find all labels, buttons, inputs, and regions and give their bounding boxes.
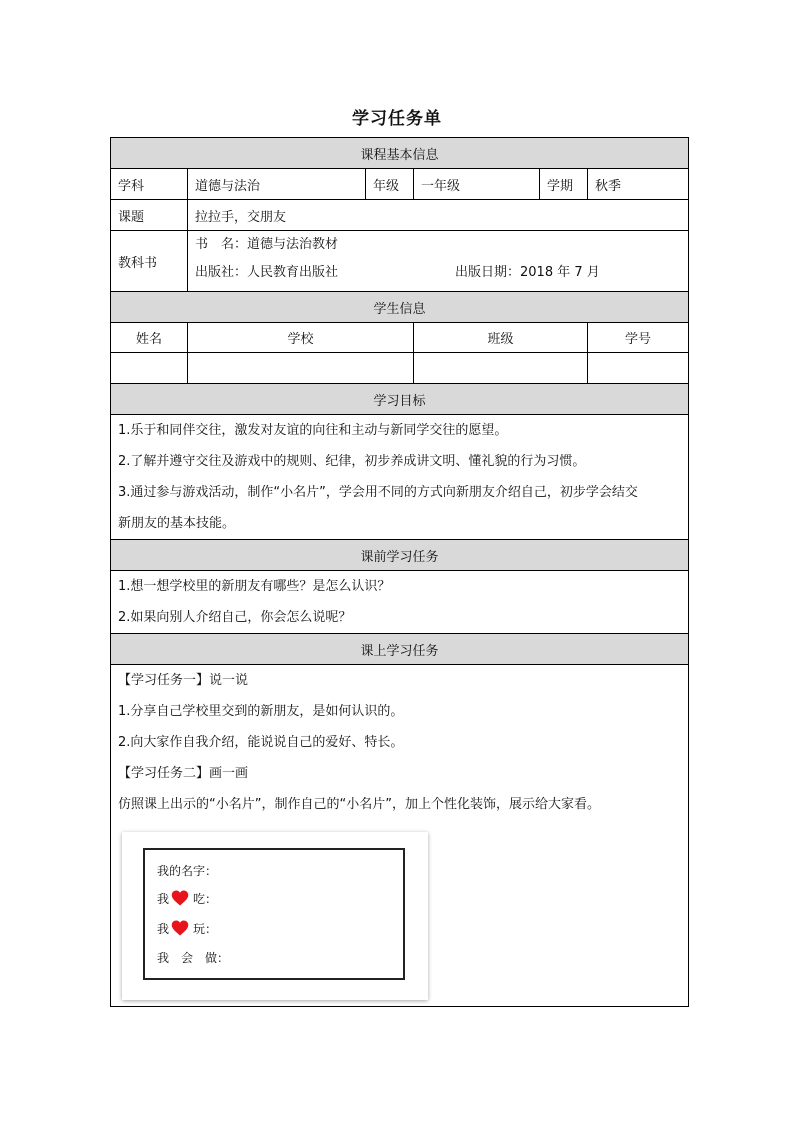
publisher: 出版社：人民教育出版社 [195, 265, 339, 280]
subject-label: 学科 [111, 169, 188, 200]
col-student-id: 学号 [588, 323, 689, 353]
task2-title: 【学习任务二】画一画 [118, 766, 249, 781]
name-input-cell[interactable] [111, 353, 188, 384]
goals-content [111, 415, 689, 540]
card-play-line [157, 919, 217, 937]
heart-icon [171, 919, 189, 937]
page-title: 学习任务单 [352, 109, 442, 129]
student-info-header-row [111, 292, 689, 323]
card-can-do-line [157, 949, 229, 966]
name-card-image [122, 832, 428, 1000]
goal-item: 2.了解并遵守交往及游戏中的规则、纪律，初步养成讲文明、懂礼貌的行为习惯。 [118, 454, 586, 469]
pre-tasks-row [111, 571, 689, 634]
card-eat-suffix: 吃： [193, 891, 218, 906]
pre-task-item: 1.想一想学校里的新朋友有哪些？是怎么认识？ [118, 579, 391, 594]
topic-value: 拉拉手，交朋友 [188, 200, 689, 231]
task2-desc: 仿照课上出示的“小名片”，制作自己的“小名片”，加上个性化装饰，展示给大家看。 [118, 797, 600, 812]
textbook-row [111, 231, 689, 292]
col-school: 学校 [188, 323, 414, 353]
class-tasks-header-row [111, 634, 689, 665]
student-blank-row [111, 353, 689, 384]
task1-item: 1.分享自己学校里交到的新朋友，是如何认识的。 [118, 704, 404, 719]
school-input-cell[interactable] [188, 353, 414, 384]
card-eat-line [157, 889, 217, 907]
student-columns-row [111, 323, 689, 353]
pre-tasks-header-row [111, 540, 689, 571]
task1-title: 【学习任务一】说一说 [118, 673, 249, 688]
topic-label: 课题 [111, 200, 188, 231]
course-info-header-row [111, 138, 689, 169]
class-input-cell[interactable] [414, 353, 588, 384]
card-eat-prefix: 我 [157, 891, 170, 906]
grade-value: 一年级 [414, 169, 540, 200]
pre-tasks-content [111, 571, 689, 634]
publish-date: 出版日期：2018 年 7 月 [455, 265, 600, 280]
grade-label: 年级 [366, 169, 414, 200]
heart-icon [171, 889, 189, 907]
textbook-label: 教科书 [111, 231, 188, 292]
student-info-header: 学生信息 [111, 292, 689, 323]
goals-header-row [111, 384, 689, 415]
card-play-suffix: 玩： [193, 921, 218, 936]
goals-header: 学习目标 [111, 384, 689, 415]
pre-tasks-header: 课前学习任务 [111, 540, 689, 571]
class-tasks-content [111, 665, 689, 1007]
subject-row [111, 169, 689, 200]
col-class: 班级 [414, 323, 588, 353]
term-value: 秋季 [588, 169, 689, 200]
student-id-input-cell[interactable] [588, 353, 689, 384]
col-name: 姓名 [111, 323, 188, 353]
textbook-info [188, 231, 689, 292]
topic-row [111, 200, 689, 231]
publisher-line [195, 261, 681, 289]
class-tasks-header: 课上学习任务 [111, 634, 689, 665]
card-play-prefix: 我 [157, 921, 170, 936]
term-label: 学期 [540, 169, 588, 200]
card-can-do-label: 我 会 做： [157, 951, 230, 965]
task-sheet-table [110, 137, 689, 1007]
goal-item: 1.乐于和同伴交往，激发对友谊的向往和主动与新同学交往的愿望。 [118, 423, 508, 438]
card-name-label: 我的名字： [157, 864, 218, 878]
pre-task-item: 2.如果向别人介绍自己，你会怎么说呢？ [118, 610, 352, 625]
book-name: 书 名：道德与法治教材 [195, 237, 339, 252]
name-card [143, 848, 405, 980]
task1-item: 2.向大家作自我介绍，能说说自己的爱好、特长。 [118, 735, 404, 750]
goals-row [111, 415, 689, 540]
card-name-line [157, 862, 217, 879]
course-info-header: 课程基本信息 [111, 138, 689, 169]
goal-item: 新朋友的基本技能。 [118, 516, 236, 531]
subject-value: 道德与法治 [188, 169, 366, 200]
goal-item: 3.通过参与游戏活动，制作“小名片”，学会用不同的方式向新朋友介绍自己，初步学会结交 [118, 485, 638, 500]
class-tasks-row [111, 665, 689, 1007]
